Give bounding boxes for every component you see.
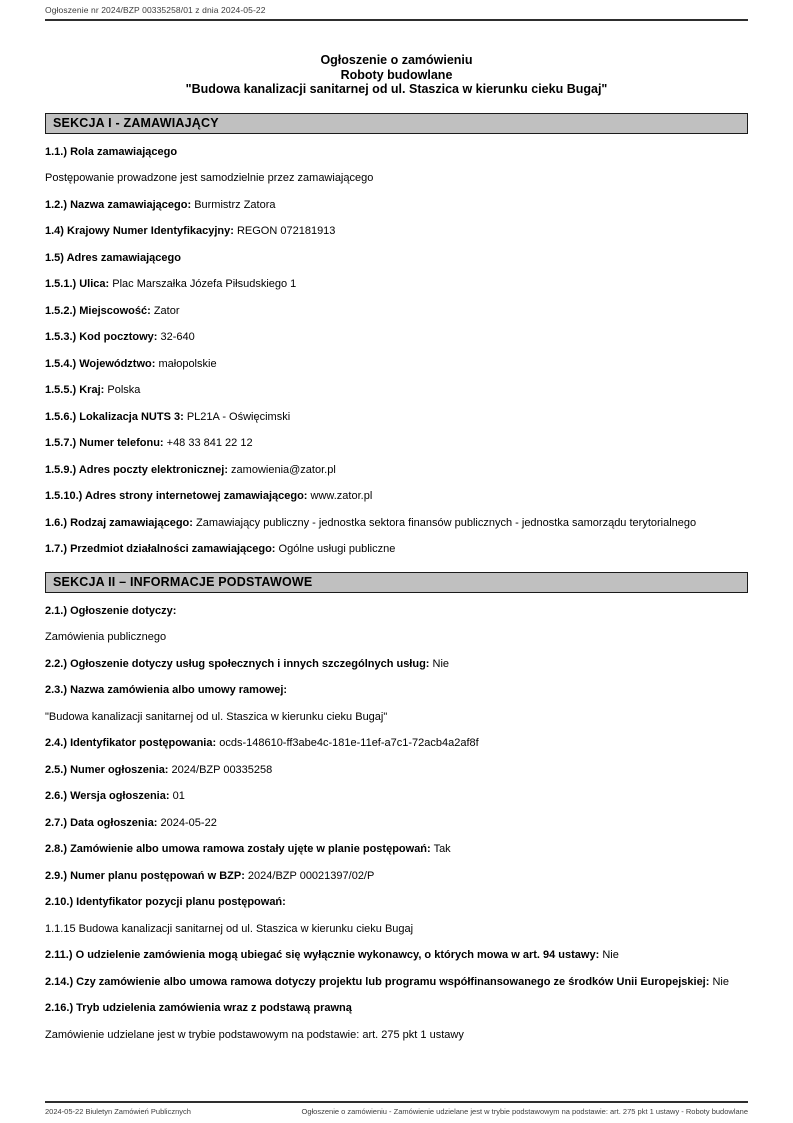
field-label: 1.5.5.) Kraj:	[45, 384, 105, 396]
field-row	[45, 516, 748, 532]
paragraph-text: "Budowa kanalizacji sanitarnej od ul. Staszica w kierunku cieku Bugaj"	[45, 710, 388, 723]
field-value: 2024-05-22	[160, 816, 217, 829]
field-label: 1.5.2.) Miejscowość:	[45, 304, 151, 317]
paragraph-text: Zamówienie udzielane jest w trybie podstawowym na podstawie: art. 275 pkt 1 ustawy	[45, 1028, 464, 1041]
section-heading: SEKCJA I - ZAMAWIAJĄCY	[45, 113, 748, 134]
field-row	[45, 277, 748, 293]
field-row	[45, 304, 748, 320]
field-row	[45, 330, 748, 346]
field-value: małopolskie	[158, 357, 217, 370]
field-row	[45, 657, 748, 673]
field-label: 1.5) Adres zamawiającego	[45, 251, 181, 264]
title-line-contract-name: "Budowa kanalizacji sanitarnej od ul. Staszica w kierunku cieku Bugaj"	[185, 82, 608, 96]
field-label: 2.14.) Czy zamówienie albo umowa ramowa dotyczy projektu lub programu współfinansowanego ze środków Unii Europejskiej:	[45, 975, 710, 988]
field-label: 2.8.) Zamówienie albo umowa ramowa zostały ujęte w planie postępowań:	[45, 843, 431, 855]
field-value: Nie	[602, 949, 619, 961]
field-value: ocds-148610-ff3abe4c-181e-11ef-a7c1-72acb4a2af8f	[219, 737, 479, 749]
field-row	[45, 198, 748, 214]
field-row	[45, 489, 748, 505]
field-heading	[45, 1001, 748, 1017]
field-row	[45, 842, 748, 858]
field-row	[45, 383, 748, 399]
field-row	[45, 789, 748, 805]
paragraph-text: 1.1.15 Budowa kanalizacji sanitarnej od ul. Staszica w kierunku cieku Bugaj	[45, 922, 414, 935]
paragraph-text: Zamówienia publicznego	[45, 631, 167, 643]
field-label: 2.9.) Numer planu postępowań w BZP:	[45, 869, 245, 882]
field-row	[45, 736, 748, 752]
field-label: 2.5.) Numer ogłoszenia:	[45, 763, 169, 776]
section-heading: SEKCJA II – INFORMACJE PODSTAWOWE	[45, 572, 748, 593]
field-row	[45, 542, 748, 558]
field-value: +48 33 841 22 12	[166, 437, 253, 449]
field-label: 1.5.3.) Kod pocztowy:	[45, 331, 158, 343]
field-row	[45, 948, 748, 964]
field-value: 2024/BZP 00021397/02/P	[247, 869, 375, 882]
footer-right: Ogłoszenie o zamówieniu - Zamówienie udzielane jest w trybie podstawowym na podstawie: art. 275 pkt 1 ustawy - Roboty budowlane	[301, 1107, 748, 1116]
page-footer	[45, 1101, 748, 1116]
title-line-notice-type: Ogłoszenie o zamówieniu	[320, 53, 473, 67]
field-row	[45, 816, 748, 832]
field-value: Ogólne usługi publiczne	[278, 543, 396, 555]
field-heading	[45, 604, 748, 620]
field-value: 2024/BZP 00335258	[171, 763, 273, 776]
field-label: 1.5.1.) Ulica:	[45, 278, 110, 290]
field-label: 1.2.) Nazwa zamawiającego:	[45, 198, 192, 211]
field-label: 1.5.6.) Lokalizacja NUTS 3:	[45, 410, 184, 423]
field-label: 1.5.9.) Adres poczty elektronicznej:	[45, 463, 228, 476]
field-value: 32-640	[160, 331, 195, 343]
field-label: 2.7.) Data ogłoszenia:	[45, 816, 158, 829]
field-label: 2.2.) Ogłoszenie dotyczy usług społecznych i innych szczególnych usług:	[45, 657, 430, 670]
field-value: Burmistrz Zatora	[194, 198, 276, 211]
field-label: 2.16.) Tryb udzielenia zamówienia wraz z podstawą prawną	[45, 1002, 352, 1014]
field-row	[45, 357, 748, 373]
field-value: Zator	[153, 304, 180, 317]
field-label: 1.5.10.) Adres strony internetowej zamawiającego:	[45, 490, 308, 502]
field-value: Tak	[433, 843, 451, 855]
footer-left: 2024-05-22 Biuletyn Zamówień Publicznych	[45, 1107, 191, 1116]
field-label: 2.10.) Identyfikator pozycji planu postępowań:	[45, 896, 286, 908]
field-heading	[45, 895, 748, 911]
field-label: 1.4) Krajowy Numer Identyfikacyjny:	[45, 225, 234, 237]
field-label: 1.1.) Rola zamawiającego	[45, 145, 178, 158]
field-row	[45, 975, 748, 991]
header-note: Ogłoszenie nr 2024/BZP 00335258/01 z dnia 2024-05-22	[45, 5, 266, 15]
paragraph-text: Postępowanie prowadzone jest samodzielnie przez zamawiającego	[45, 172, 374, 184]
field-label: 2.1.) Ogłoszenie dotyczy:	[45, 604, 177, 617]
field-label: 2.11.) O udzielenie zamówienia mogą ubiegać się wyłącznie wykonawcy, o których mowa w art. 94 ustawy:	[45, 949, 600, 961]
field-value: PL21A - Oświęcimski	[186, 410, 291, 423]
field-label: 2.3.) Nazwa zamówienia albo umowy ramowej:	[45, 684, 288, 696]
field-value: 01	[172, 790, 185, 802]
field-row	[45, 410, 748, 426]
field-row	[45, 436, 748, 452]
header-divider	[45, 19, 748, 21]
field-label: 1.6.) Rodzaj zamawiającego:	[45, 516, 193, 529]
field-value: Plac Marszałka Józefa Piłsudskiego 1	[112, 278, 297, 290]
field-row	[45, 463, 748, 479]
field-value: REGON 072181913	[236, 225, 336, 237]
field-heading	[45, 683, 748, 699]
title-line-works-type: Roboty budowlane	[340, 67, 453, 82]
field-heading	[45, 251, 748, 267]
field-value: Nie	[712, 975, 729, 988]
field-value: Polska	[107, 384, 141, 396]
field-value: zamowienia@zator.pl	[231, 463, 336, 476]
document-title	[45, 53, 748, 97]
document-body	[45, 113, 748, 1044]
field-label: 2.4.) Identyfikator postępowania:	[45, 737, 217, 749]
field-row	[45, 224, 748, 240]
footer-row	[45, 1107, 748, 1116]
field-label: 1.5.7.) Numer telefonu:	[45, 437, 164, 449]
field-value: Nie	[432, 657, 450, 670]
field-label: 1.5.4.) Województwo:	[45, 357, 156, 370]
field-row	[45, 763, 748, 779]
field-heading	[45, 145, 748, 161]
field-row	[45, 869, 748, 885]
footer-divider	[45, 1101, 748, 1103]
field-label: 1.7.) Przedmiot działalności zamawiającego:	[45, 543, 276, 555]
field-value: Zamawiający publiczny - jednostka sektora finansów publicznych - jednostka samorządu terytorialnego	[196, 516, 697, 529]
field-value: www.zator.pl	[310, 490, 373, 502]
field-label: 2.6.) Wersja ogłoszenia:	[45, 790, 170, 802]
